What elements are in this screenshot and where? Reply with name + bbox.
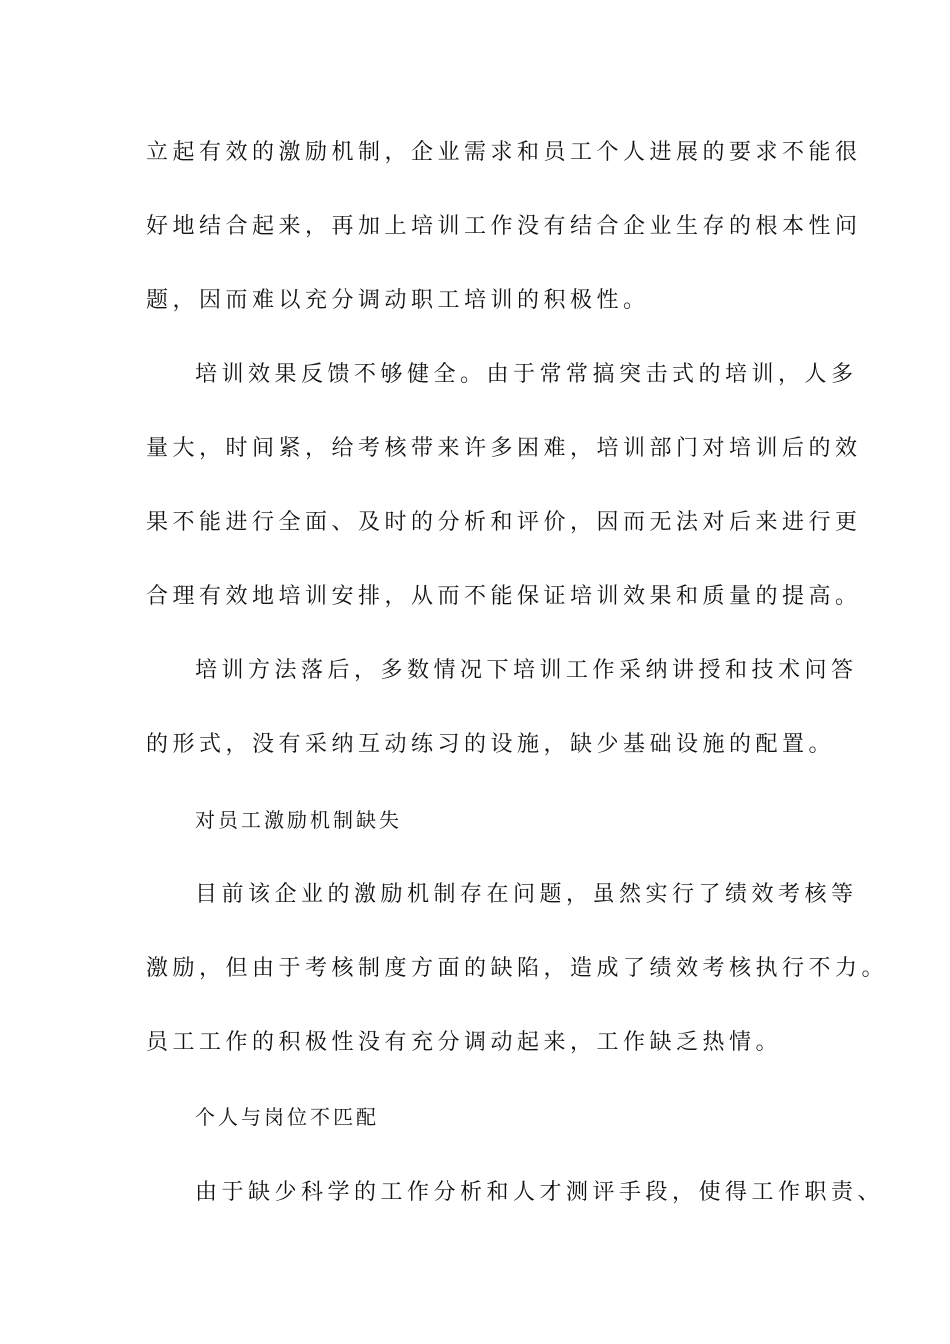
paragraph-line-12: 激励，但由于考核制度方面的缺陷，造成了绩效考核执行不力。 (146, 956, 889, 981)
section-heading-incentive: 对员工激励机制缺失 (195, 808, 402, 832)
paragraph-line-11: 目前该企业的激励机制存在问题，虽然实行了绩效考核等 (195, 882, 858, 907)
paragraph-line-6: 果不能进行全面、及时的分析和评价，因而无法对后来进行更 (146, 510, 862, 535)
paragraph-line-13: 员工工作的积极性没有充分调动起来，工作缺乏热情。 (146, 1030, 783, 1055)
paragraph-line-9: 的形式，没有采纳互动练习的设施，缺少基础设施的配置。 (146, 732, 836, 757)
paragraph-line-3: 题，因而难以充分调动职工培训的积极性。 (146, 288, 650, 313)
paragraph-line-5: 量大，时间紧，给考核带来许多困难，培训部门对培训后的效 (146, 436, 862, 461)
paragraph-line-7: 合理有效地培训安排，从而不能保证培训效果和质量的提高。 (146, 584, 862, 609)
paragraph-line-15: 由于缺少科学的工作分析和人才测评手段，使得工作职责、 (195, 1180, 885, 1205)
paragraph-line-8: 培训方法落后，多数情况下培训工作采纳讲授和技术问答 (195, 658, 858, 683)
paragraph-line-4: 培训效果反馈不够健全。由于常常搞突击式的培训，人多 (195, 362, 858, 387)
section-heading-position-mismatch: 个人与岗位不匹配 (195, 1105, 379, 1129)
paragraph-line-1: 立起有效的激励机制，企业需求和员工个人进展的要求不能很 (146, 140, 862, 165)
paragraph-line-2: 好地结合起来，再加上培训工作没有结合企业生存的根本性问 (146, 214, 862, 239)
